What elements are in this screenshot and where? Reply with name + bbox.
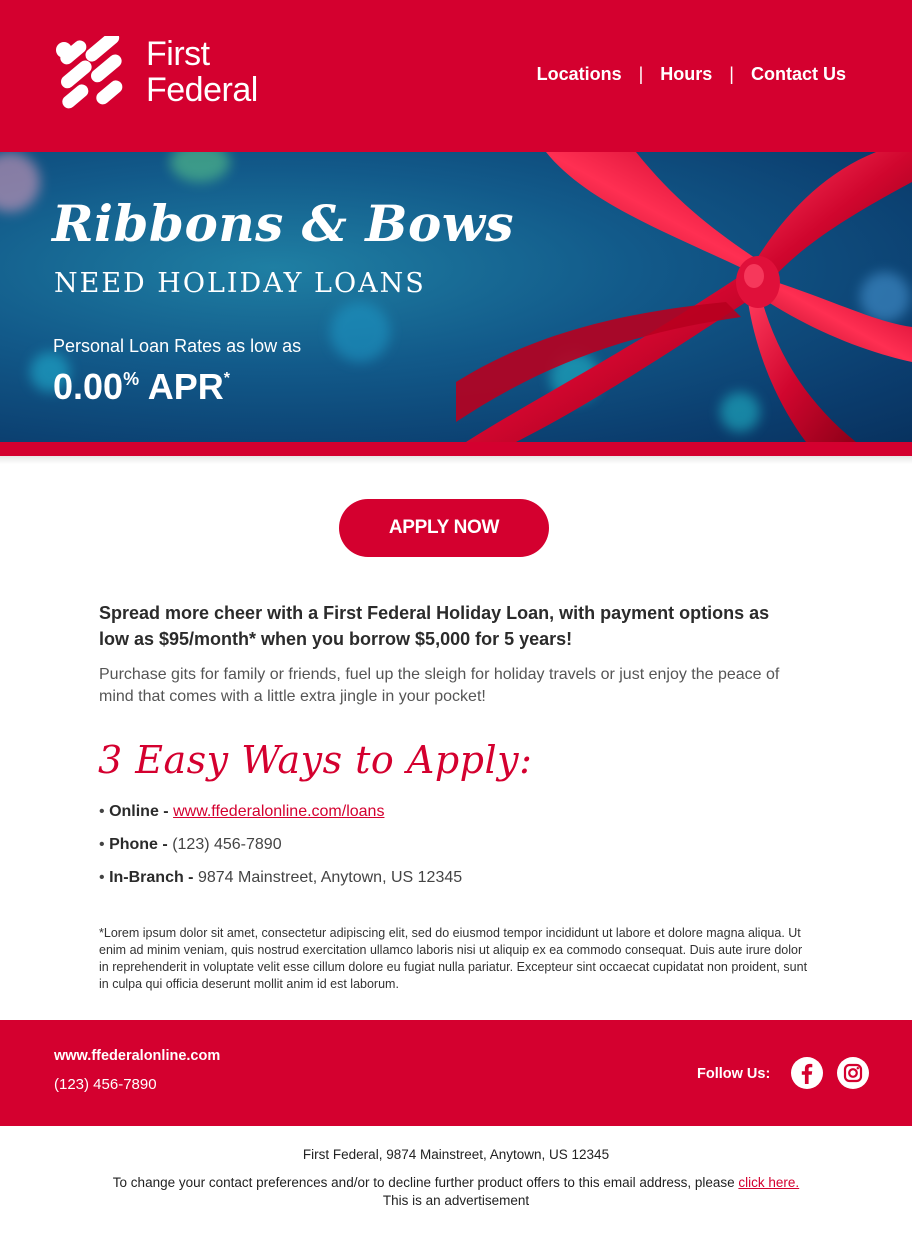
bullet: • xyxy=(99,869,105,886)
bullet: • xyxy=(99,836,105,853)
divider-shadow xyxy=(0,456,912,464)
brand-line-2: Federal xyxy=(146,71,258,109)
offer-headline: Spread more cheer with a First Federal Holiday Loan, with payment options as low as $95/month* when you borrow $5,000 for 5 years! xyxy=(99,603,770,649)
preferences-line xyxy=(0,1174,912,1192)
rate-asterisk: * xyxy=(223,370,231,387)
list-item xyxy=(99,800,462,833)
ways-list xyxy=(99,800,462,899)
footer xyxy=(0,1020,912,1126)
apply-now-button[interactable]: APPLY NOW xyxy=(339,499,549,557)
hero-title: Ribbons & Bows xyxy=(52,194,515,253)
bullet: • xyxy=(99,803,105,820)
facebook-icon[interactable] xyxy=(791,1057,823,1089)
way-label: Phone - xyxy=(109,836,168,853)
nav-locations-link[interactable]: Locations xyxy=(536,64,622,84)
hero-bottom-bar xyxy=(0,442,912,456)
brand-line-1: First xyxy=(146,35,210,73)
facebook-glyph xyxy=(791,1057,823,1089)
company-address: First Federal, 9874 Mainstreet, Anytown, US 12345 xyxy=(302,1147,610,1162)
rate-percent: % xyxy=(123,369,140,389)
disclaimer: *Lorem ipsum dolor sit amet, consectetur adipiscing elit, sed do eiusmod tempor incididunt ut labore et dolore magna aliqua. Ut enim ad minim veniam, quis nostrud exercitation ullamco laboris nisi ut aliquip ex ea commodo consequat. Duis aute irure dolor in reprehenderit in voluptate velit esse cillum dolore eu fugiat nulla pariatur. Excepteur sint occaecat cupidatat non proident, sunt in culpa qui officia deserunt mollit anim id est laborum. xyxy=(99,926,808,991)
way-label: In-Branch - xyxy=(109,869,194,886)
way-label: Online - xyxy=(109,803,169,820)
instagram-glyph xyxy=(837,1057,869,1089)
rate-value xyxy=(53,366,230,408)
top-nav xyxy=(537,64,846,85)
footer-phone: (123) 456-7890 xyxy=(54,1076,157,1093)
bokeh-light xyxy=(0,152,40,212)
nav-separator: | xyxy=(729,64,734,84)
nav-separator: | xyxy=(638,64,644,84)
footer-website-link[interactable]: www.ffederalonline.com xyxy=(54,1048,221,1064)
phone-number: (123) 456-7890 xyxy=(172,836,282,853)
hero-subtitle: NEED HOLIDAY LOANS xyxy=(54,268,426,299)
brand-name xyxy=(146,36,258,108)
header xyxy=(0,0,912,152)
preferences-text: To change your contact preferences and/or to decline further product offers to this email address, please xyxy=(112,1175,739,1190)
online-loans-link[interactable]: www.ffederalonline.com/loans xyxy=(173,803,385,820)
click-here-link[interactable]: click here. xyxy=(738,1175,800,1190)
rate-unit: APR xyxy=(147,366,224,407)
advertisement-notice: This is an advertisement xyxy=(382,1193,530,1208)
legal-footer xyxy=(0,1146,912,1210)
red-ribbon-bow-icon xyxy=(456,152,912,442)
hero-banner xyxy=(0,152,912,442)
rate-number: 0.00 xyxy=(53,366,124,407)
bokeh-light xyxy=(330,302,390,362)
offer-paragraph: Purchase gits for family or friends, fuel up the sleigh for holiday travels or just enjoy the peace of mind that comes with a little extra jingle in your pocket! xyxy=(99,666,780,705)
nav-contact-link[interactable]: Contact Us xyxy=(750,64,846,84)
list-item xyxy=(99,866,462,899)
nav-hours-link[interactable]: Hours xyxy=(660,64,713,84)
bokeh-light xyxy=(170,152,230,182)
rate-label: Personal Loan Rates as low as xyxy=(53,336,302,356)
branch-address: 9874 Mainstreet, Anytown, US 12345 xyxy=(197,869,463,886)
ways-heading: 3 Easy Ways to Apply: xyxy=(98,738,533,782)
follow-us-label: Follow Us: xyxy=(697,1066,771,1082)
instagram-icon[interactable] xyxy=(837,1057,869,1089)
list-item xyxy=(99,833,462,866)
first-federal-logo-icon[interactable] xyxy=(54,36,129,111)
